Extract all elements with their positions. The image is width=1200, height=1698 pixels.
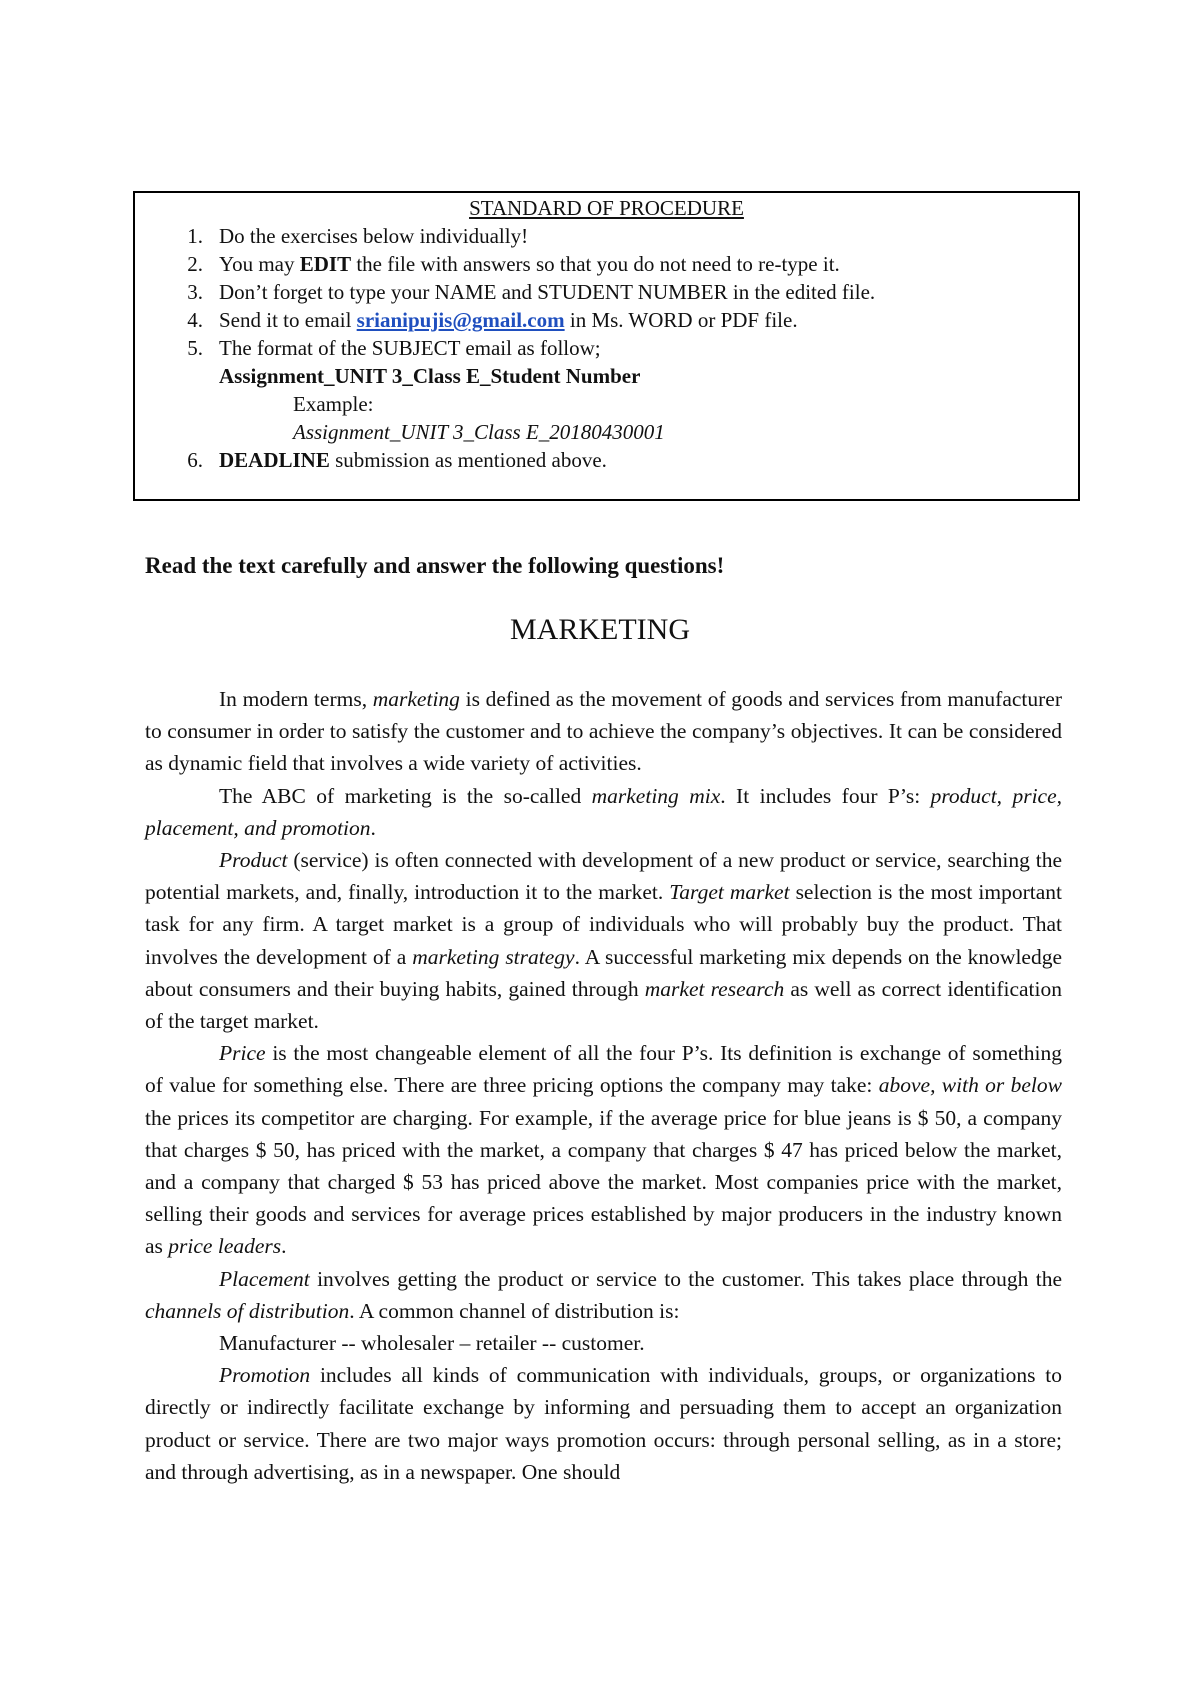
procedure-box: STANDARD OF PROCEDURE 1. Do the exercises below individually! 2. You may EDIT the file with answers so that you do not need to re-type it. 3. Don’t forget to type your NAME and STUDENT NUMBER in the edited file. 4. Send it to email srianipujis@gmail.com in Ms. WORD or PDF file. 5. The format of the SUBJECT email as follow; Assignment_UNIT 3_Class E_Student Number Example: Assignment_UNIT 3_Class E_20180430001 6. DEADLINE submission as mentioned above. xyxy=(133,191,1080,501)
paragraph-placement: Placement involves getting the product or service to the customer. This takes place through the channels of distribution. A common channel of distribution is: xyxy=(145,1266,1062,1323)
distribution-channel: Manufacturer -- wholesaler – retailer -- customer. xyxy=(219,1331,645,1356)
instruction-heading: Read the text carefully and answer the following questions! xyxy=(145,553,725,578)
paragraph-marketing-mix: The ABC of marketing is the so-called marketing mix. It includes four P’s: product, price, placement, and promotion. xyxy=(145,783,1063,840)
paragraph-promotion: Promotion includes all kinds of communication with individuals, groups, or organizations to directly or indirectly facilitate exchange by informing and persuading them to accept an organization product or service. There are two major ways promotion occurs: through personal selling, as in a store; and through advertising, as in a newspaper. One should xyxy=(145,1363,1062,1484)
email-link[interactable]: srianipujis@gmail.com xyxy=(356,308,565,332)
paragraph-intro: In modern terms, marketing is defined as the movement of goods and services from manufacturer to consumer in order to satisfy the customer and to achieve the company’s objectives. It can be considered as dynamic field that involves a wide variety of activities. xyxy=(145,687,1062,776)
paragraph-price: Price is the most changeable element of all the four P’s. Its definition is exchange of something of value for something else. There are three pricing options the company may take: above, with or below the prices its competitor are charging. For example, if the average price for blue jeans is $ 50, a company that charges $ 50, has priced with the market, a company that charges $ 47 has priced below the market, and a company that charged $ 53 has priced above the market. Most companies price with the market, selling their goods and services for average prices established by major producers in the industry known as price leaders. xyxy=(145,1041,1062,1259)
article-title: MARKETING xyxy=(510,613,690,646)
paragraph-product: Product (service) is often connected with development of a new product or service, searching the potential markets, and, finally, introduction it to the market. Target market selection is the most important task for any firm. A target market is a group of individuals who will probably buy the product. That involves the development of a marketing strategy. A successful marketing mix depends on the knowledge about consumers and their buying habits, gained through market research as well as correct identification of the target market. xyxy=(145,848,1062,1034)
article-body xyxy=(145,683,1062,1488)
procedure-title: STANDARD OF PROCEDURE xyxy=(469,196,744,220)
